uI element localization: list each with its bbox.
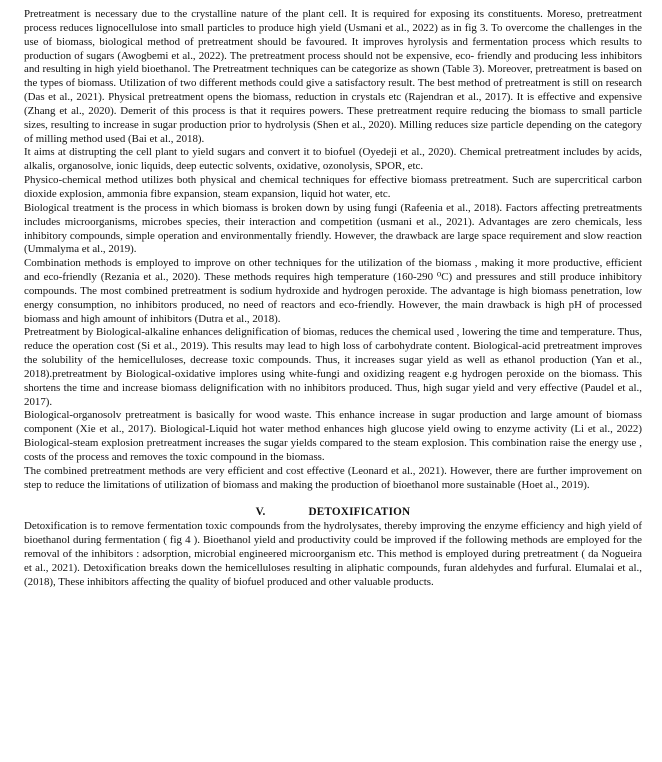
paragraph-combined-methods: The combined pretreatment methods are very efficient and cost effective (Leonard et al., 2021). However, there are further improvement on step to reduce the limitations of utilization of biomass and making the production of bioethanol more sustainable (Hoet al., 2019). <box>24 464 642 491</box>
paragraph-biological-alkaline: Pretreatment by Biological-alkaline enhances delignification of biomas, reduces the chemical used , lowering the time and temperature. Thus, reduce the operation cost (Si et al., 2019). This results may lead to high loss of carbohydrate content. Biological-acid pretreatment improves the solubility of the hemicelluloses, decrease toxic compounds. Thus, it increases sugar yield as well as ethanol production (Yan et al., 2018).pretreatment by Biological-oxidative implores using white-fungi and oxidizing reagent e.g hydrogen peroxide on the biomass. This shortens the time and increase biomass delignification with no inhibitors produced. Thus, high sugar yield and very effective (Paudel et al., 2017). <box>24 326 642 408</box>
paragraph-detoxification: Detoxification is to remove fermentation toxic compounds from the hydrolysates, thereby improving the enzyme efficiency and high yield of bioethanol during fermentation ( fig 4 ). Bioethanol yield and productivity could be improved if the following methods are employed for the removal of the inhibitors : adsorption, microbial engineered microorganism etc. This method is employed during pretreatment ( da Nogueira et al., 2021). Detoxification breaks down the hemicelluloses resulting in aliphatic compounds, furan aldehydes and furfural. Elumalai et al., (2018), These inhibitors affecting the quality of biofuel produced and other valuable products. <box>24 520 642 588</box>
paragraph-combination-methods: Combination methods is employed to improve on other techniques for the utilization of the biomass , making it more productive, efficient and eco-friendly (Rezania et al., 2020). These methods requires high temperature (160-290 ⁰C) and pressures and still produce inhibitory compounds. The most combined pretreatment is sodium hydroxide and hydrogen peroxide. The advantage is high biomass penetration, low energy consumption, no inhibitors produced, no need of reactors and eco-friendly. However, the main drawback is high pH of processed biomass and high amount of inhibitors (Dutra et al., 2018). <box>24 257 642 325</box>
section-heading <box>24 506 642 520</box>
section-title: DETOXIFICATION <box>308 505 411 518</box>
paragraph-biological-organosolv: Biological-organosolv pretreatment is basically for wood waste. This enhance increase in sugar production and large amount of biomass component (Xie et al., 2017). Biological-Liquid hot water method enhances high glucose yield owing to enzyme activity (Li et al., 2022) Biological-steam explosion pretreatment increases the sugar yields compared to the steam explosion. This combination raise the energy use , costs of the process and removes the toxic compound in the biomass. <box>24 409 642 463</box>
paragraph-biological-treatment: Biological treatment is the process in which biomass is broken down by using fungi (Rafeenia et al., 2018). Factors affecting pretreatments includes microorganisms, microbes species, their interaction and competition (usmani et al., 2021). Advantages are zero chemicals, less inhibitory compounds, simple operation and environmentally friendly. However, the drawback are large space requirement and slow reaction (Ummalyma et al., 2019). <box>24 201 642 256</box>
paragraph-physico-chemical: Physico-chemical method utilizes both physical and chemical techniques for effective biomass pretreatment. Such are supercritical carbon dioxide explosion, ammonia fibre expansion, steam expansion, liquid hot water, etc. <box>24 174 642 200</box>
paragraph-pretreatment-intro: Pretreatment is necessary due to the crystalline nature of the plant cell. It is required for exposing its constituents. Moreso, pretreatment process reduces lignocellulose into small particles to produce high yield (Usmani et al., 2022) as in fig 3. To overcome the challenges in the use of biomass, biological method of pretreatment should be favoured. It improves hyrolysis and fermentation process which results to production of sugars (Awogbemi et al., 2022). The pretreatment process should not be expensive, eco- friendly and producing less inhibitors and resulting in high yield bioethanol. The Pretreatment techniques can be categorize as shown (Table 3). Moreover, pretreatment is based on the types of biomass. Utilization of two different methods could give a satisfactory result. The best method of pretreatment is still on research (Das et al., 2021). Physical pretreatment opens the biomass, reduction in crystals etc (Rajendran et al., 2017). It is effective and expensive (Zhang et al., 2020). Demerit of this process is that it requires powers. These pretreatment require reducing the biomass to small particle sizes, resulting to increase in sugar production prior to hydrolysis (Shen et al., 2020). Milling reduces size particle depending on the category of milling method used (Bai et al., 2018). <box>24 8 642 145</box>
paragraph-chemical-pretreatment: It aims at distrupting the cell plant to yield sugars and convert it to biofuel (Oyedeji et al., 2020). Chemical pretreatment includes by acids, alkalis, organosolve, ionic liquids, deep eutectic solvents, oxidative, ozonolysis, SPOR, etc. <box>24 146 642 173</box>
section-number: V. <box>255 505 266 518</box>
